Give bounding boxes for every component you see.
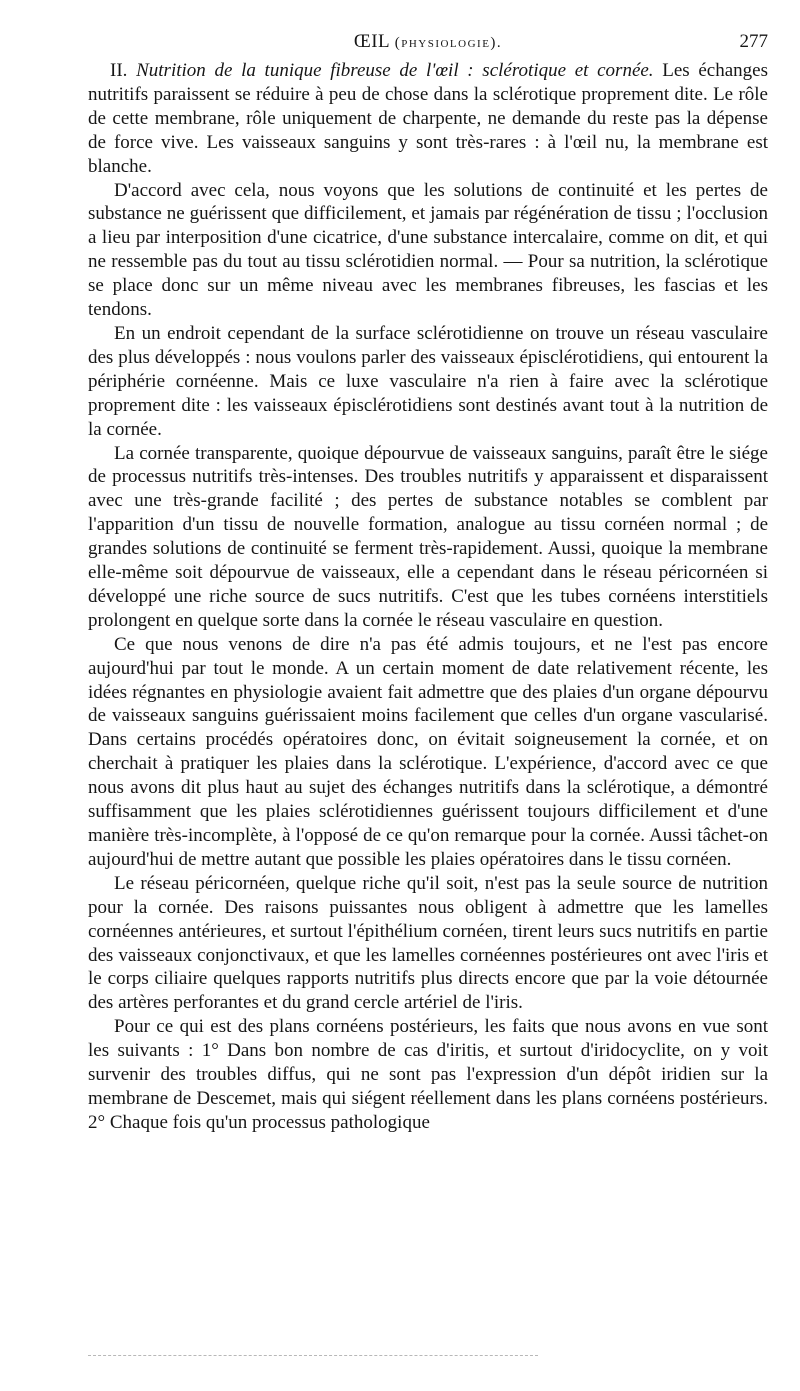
- running-title-sub: (physiologie).: [394, 35, 503, 51]
- paragraph: Ce que nous venons de dire n'a pas été admis toujours, et ne l'est pas encore aujourd'hui par tout le monde. A un certain moment de date relativement récente, les idées régnantes en physiologie avaient fait admettre que des plaies d'un organe dépourvu de vaisseaux sanguins guérissaient moins facilement que celles d'un organe vascularisé. Dans certains procédés opératoires donc, on évitait soigneusement la cornée, et on cherchait à pratiquer les plaies dans la sclérotique. L'expérience, d'accord avec ce que nous avons dit plus haut au sujet des échanges nutritifs dans la sclérotique, a démontré suffisamment que les plaies sclérotidiennes guérissent toujours difficilement et d'une manière très-incomplète, à l'opposé de ce qu'on remarque pour la cornée. Aussi tâchet-on aujourd'hui de mettre autant que possible les plaies opératoires dans le tissu cornéen.: [88, 633, 768, 870]
- section-text: Les échanges nutritifs paraissent se réduire à peu de chose dans la sclérotique proprement dite. Le rôle de cette membrane, rôle uniquement de charpente, ne demande du reste pas la dépense de force vive. Les vaisseaux sanguins y sont très-rares : à l'œil nu, la membrane est blanche.: [88, 60, 768, 177]
- paragraph: En un endroit cependant de la surface sclérotidienne on trouve un réseau vasculaire des plus développés : nous voulons parler des vaisseaux épisclérotidiens, qui entourent la périphérie cornéenne. Mais ce luxe vasculaire n'a rien à faire avec la sclérotique proprement dite : les vaisseaux épisclérotidiens sont destinés avant tout à la nutrition de la cornée.: [88, 322, 768, 440]
- section-title: Nutrition de la tunique fibreuse de l'œil : sclérotique et cornée.: [136, 60, 654, 81]
- running-head: [88, 28, 768, 56]
- paragraph: Pour ce qui est des plans cornéens postérieurs, les faits que nous avons en vue sont les suivants : 1° Dans bon nombre de cas d'iritis, et surtout d'iridocyclite, on y voit survenir des troubles diffus, qui ne sont pas l'expression d'un dépôt iridien sur la membrane de Descemet, mais qui siégent réellement dans les plans cornéens postérieurs. 2° Chaque fois qu'un processus pathologique: [88, 1016, 768, 1133]
- paragraph: La cornée transparente, quoique dépourvue de vaisseaux sanguins, paraît être le siége de processus nutritifs très-intenses. Des troubles nutritifs y apparaissent et disparaissent avec une très-grande facilité ; des pertes de substance notables se comblent par l'apparition d'un tissu de nouvelle formation, analogue au tissu cornéen normal ; de grandes solutions de continuité se ferment très-rapidement. Aussi, quoique la membrane elle-même soit dépourvue de vaisseaux, elle a cependant dans le réseau péricornéen si développé une riche source de sucs nutritifs. C'est que les tubes cornéens interstitiels prolongent en quelque sorte dans la cornée le réseau vasculaire en question.: [88, 442, 768, 631]
- running-title-main: ŒIL: [353, 31, 390, 52]
- running-title: [88, 28, 768, 57]
- book-page: [88, 28, 768, 1135]
- paragraph: Le réseau péricornéen, quelque riche qu'il soit, n'est pas la seule source de nutrition pour la cornée. Des raisons puissantes nous obligent à admettre que les lamelles cornéennes antérieures, et surtout l'épithélium cornéen, tirent leurs sucs nutritifs en partie des vaisseaux conjonctivaux, et que les lamelles cornéennes postérieures ont avec l'iris et le corps ciliaire quelques rapports nutritifs plus directs encore que par la voie détournée des artères perforantes et du grand cercle artériel de l'iris.: [88, 872, 768, 1014]
- footer-rule: [88, 1355, 538, 1356]
- page-number: 277: [739, 31, 768, 52]
- section-paragraph: [88, 59, 768, 179]
- paragraph: D'accord avec cela, nous voyons que les solutions de continuité et les pertes de substance ne guérissent que difficilement, et jamais par régénération de tissu ; l'occlusion a lieu par interposition d'une cicatrice, d'une substance intercalaire, comme on dit, et qui ne ressemble pas du tout au tissu sclérotidien normal. — Pour sa nutrition, la sclérotique se place donc sur un même niveau avec les membranes fibreuses, les fascias et les tendons.: [88, 179, 768, 321]
- body-text: [88, 59, 768, 1135]
- section-number: II.: [110, 60, 128, 81]
